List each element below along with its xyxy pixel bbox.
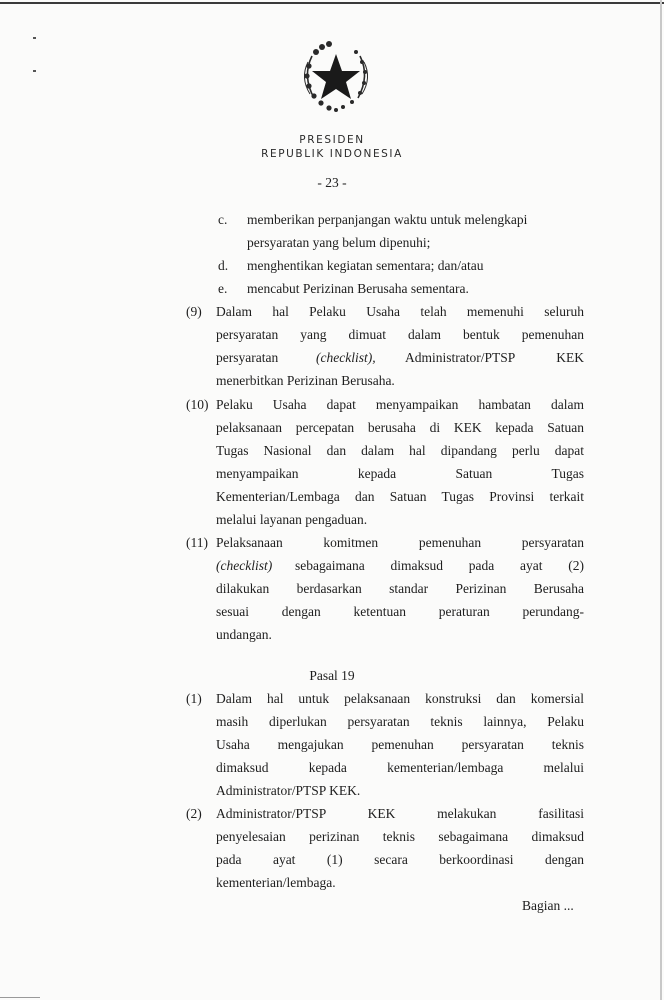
pasal-item-label: (1) <box>186 691 202 706</box>
national-emblem-icon <box>294 36 378 120</box>
paragraph-line: dilakukan berdasarkan standar Perizinan Berusaha <box>216 581 584 596</box>
paragraph-line: melalui layanan pengaduan. <box>216 512 368 527</box>
next-page-marker: Bagian ... <box>522 898 574 913</box>
scan-speck <box>33 70 36 72</box>
paragraph-label: (10) <box>186 397 209 412</box>
pasal-item-label: (2) <box>186 806 202 821</box>
scan-speck <box>33 37 36 39</box>
paragraph-line-italic: (checklist) <box>216 558 273 573</box>
paragraph-line: Pelaku Usaha dapat menyampaikan hambatan dalam <box>216 397 584 412</box>
list-item-label: d. <box>218 258 229 273</box>
paragraph-line: sesuai dengan ketentuan peraturan perundang- <box>216 604 584 619</box>
pasal-line: kementerian/lembaga. <box>216 875 336 890</box>
list-item-label: e. <box>218 281 228 296</box>
pasal-line: masih diperlukan persyaratan teknis lainnya, Pelaku <box>216 714 584 729</box>
paragraph-line: pelaksanaan percepatan berusaha di KEK kepada Satuan <box>216 420 584 435</box>
paragraph-line: Dalam hal Pelaku Usaha telah memenuhi seluruh <box>216 304 584 319</box>
pasal-line: pada ayat (1) secara berkoordinasi dengan <box>216 852 584 867</box>
list-item-line: memberikan perpanjangan waktu untuk melengkapi <box>247 212 528 227</box>
scan-border-top <box>0 2 664 4</box>
paragraph-line: sebagaimana dimaksud pada ayat (2) <box>295 558 584 573</box>
pasal-title: Pasal 19 <box>309 668 355 683</box>
pasal-line: Usaha mengajukan pemenuhan persyaratan teknis <box>216 737 584 752</box>
paragraph-line: persyaratan <box>216 350 279 365</box>
header-republik: REPUBLIK INDONESIA <box>261 148 403 160</box>
page-number: - 23 - <box>317 175 347 190</box>
paragraph-line: Pelaksanaan komitmen pemenuhan persyaratan <box>216 535 584 550</box>
paragraph-label: (9) <box>186 304 202 319</box>
paragraph-line: menyampaikan kepada Satuan Tugas <box>216 466 584 481</box>
paragraph-line: Administrator/PTSP KEK <box>405 350 584 365</box>
list-item-line: mencabut Perizinan Berusaha sementara. <box>247 281 469 296</box>
pasal-line: Administrator/PTSP KEK. <box>216 783 361 798</box>
scan-mark-bottom <box>0 997 40 998</box>
paragraph-label: (11) <box>186 535 208 550</box>
paragraph-line: Kementerian/Lembaga dan Satuan Tugas Provinsi terkait <box>216 489 584 504</box>
header-presiden: PRESIDEN <box>299 134 365 146</box>
list-item-label: c. <box>218 212 228 227</box>
paragraph-line: persyaratan yang dimuat dalam bentuk pemenuhan <box>216 327 584 342</box>
paragraph-line: undangan. <box>216 627 272 642</box>
paragraph-line: Tugas Nasional dan dalam hal dipandang perlu dapat <box>216 443 584 458</box>
pasal-line: Administrator/PTSP KEK melakukan fasilitasi <box>216 806 584 821</box>
list-item-line: menghentikan kegiatan sementara; dan/atau <box>247 258 484 273</box>
pasal-line: penyelesaian perizinan teknis sebagaimana dimaksud <box>216 829 584 844</box>
paragraph-line: menerbitkan Perizinan Berusaha. <box>216 373 395 388</box>
pasal-line: dimaksud kepada kementerian/lembaga melalui <box>216 760 584 775</box>
list-item-line: persyaratan yang belum dipenuhi; <box>247 235 431 250</box>
paragraph-line-italic: (checklist), <box>316 350 376 365</box>
pasal-line: Dalam hal untuk pelaksanaan konstruksi dan komersial <box>216 691 584 706</box>
